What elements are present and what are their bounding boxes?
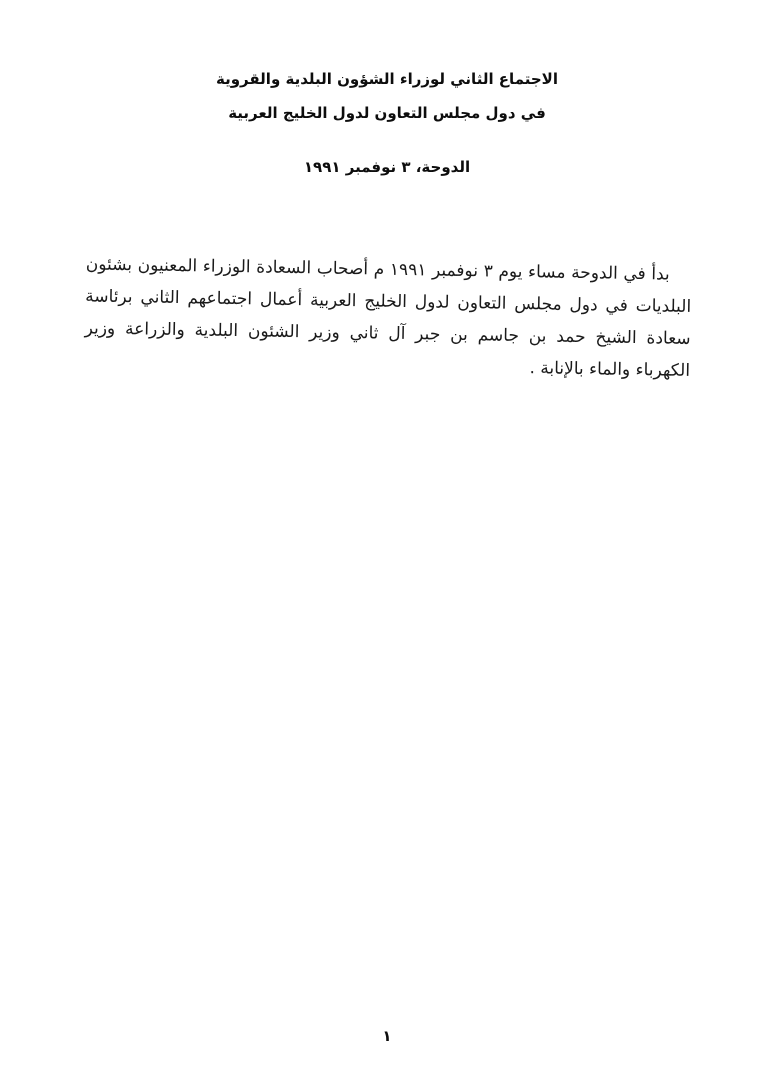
page-number: ١ — [382, 1027, 392, 1045]
title-line-1: الاجتماع الثاني لوزراء الشؤون البلدية والقروية — [215, 70, 558, 88]
body-paragraph: بدأ في الدوحة مساء يوم ٣ نوفمبر ١٩٩١ م أصحاب السعادة الوزراء المعنيون بشئون البلديات في دول مجلس التعاون لدول الخليج العربية أعمال اجتماعهم الثاني برئاسة سعادة الشيخ حمد بن جاسم بن جبر آل ثاني وزير الشئون البلدية والزراعة وزير الكهرباء والماء بالإنابة . — [84, 254, 692, 381]
title-line-2: في دول مجلس التعاون لدول الخليج العربية — [228, 104, 546, 122]
date-line: الدوحة، ٣ نوفمبر ١٩٩١ — [303, 158, 471, 176]
document-title — [0, 62, 774, 130]
date-block — [0, 158, 774, 176]
